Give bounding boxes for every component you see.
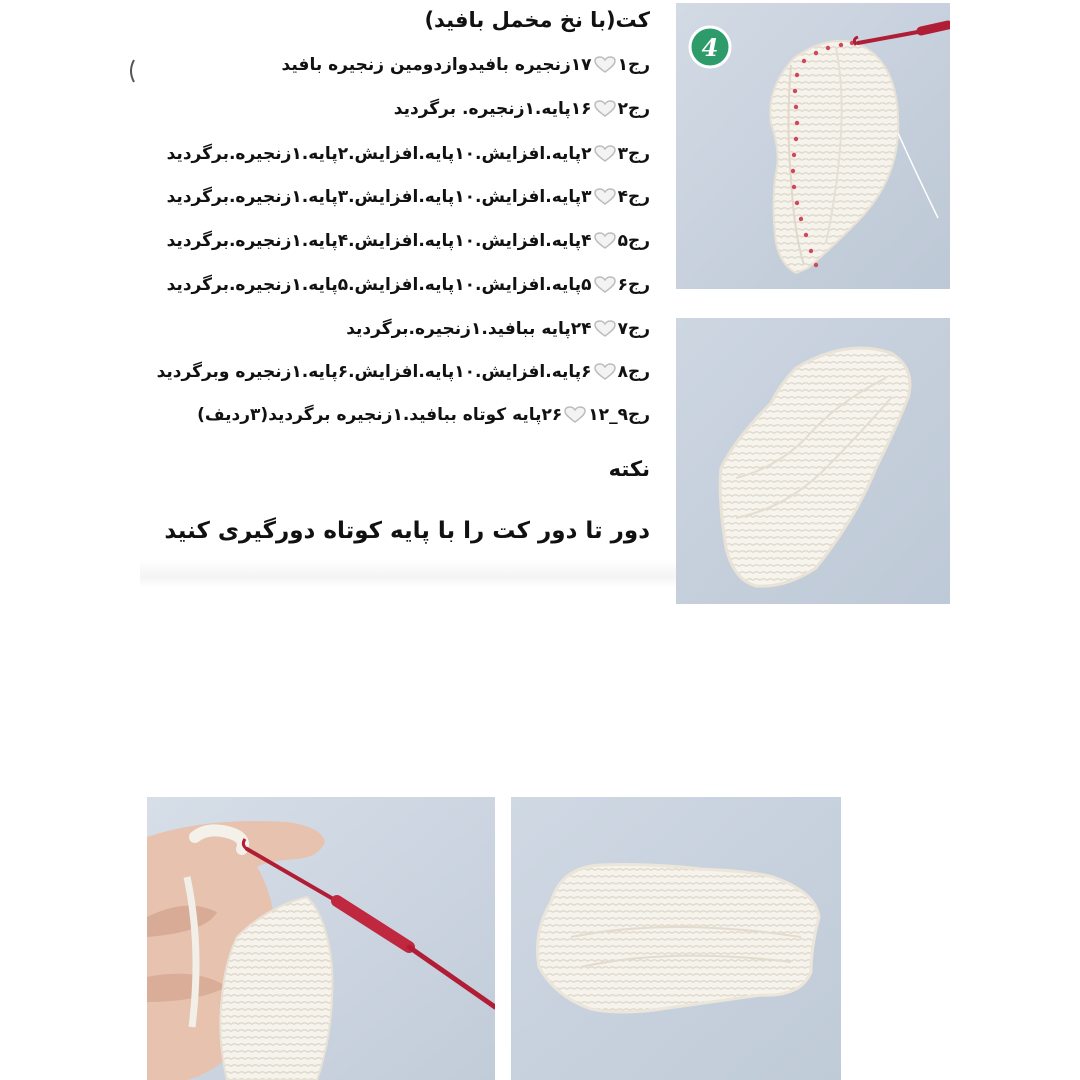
row-8 [157, 360, 650, 384]
row-prefix: رج۵ [617, 231, 650, 251]
row-prefix: رج۱ [617, 55, 650, 75]
row-prefix: رج۳ [617, 144, 650, 164]
heart-icon [594, 276, 616, 294]
row-6 [167, 273, 650, 297]
row-5 [167, 229, 650, 253]
row-text: ۲۴پایه ببافید.۱زنجیره.برگردید [346, 319, 592, 339]
pattern-title: کت(با نخ مخمل بافید) [424, 8, 650, 32]
note-text: دور تا دور کت را با پایه کوتاه دورگیری کنید [164, 518, 650, 544]
row-text: ۱۶پایه.۱زنجیره. برگردید [393, 99, 592, 119]
row-text: ۴پایه.افزایش.۱۰پایه.افزایش.۴پایه.۱زنجیره.برگردید [166, 231, 592, 251]
photo-hand-crochet [147, 797, 495, 1080]
row-prefix: رج۲ [617, 99, 650, 119]
note-title: نکته [608, 457, 650, 481]
heart-icon [594, 232, 616, 250]
row-prefix: رج۴ [617, 187, 650, 207]
row-text: ۲۶پایه کوتاه ببافید.۱زنجیره برگردید(۳ردیف) [197, 405, 563, 425]
row-text: ۶پایه.افزایش.۱۰پایه.افزایش.۶پایه.۱زنجیره وبرگردید [156, 362, 592, 382]
row-prefix: رج۶ [617, 275, 650, 295]
photo-finished-piece [676, 318, 950, 604]
row-1 [282, 53, 650, 77]
row-prefix: رج۸ [617, 362, 650, 382]
instructions-panel [140, 0, 660, 585]
row-text: ۵پایه.افزایش.۱۰پایه.افزایش.۵پایه.۱زنجیره.برگردید [166, 275, 592, 295]
row-4 [167, 185, 650, 209]
step-badge-number: 4 [701, 33, 719, 62]
row-prefix: رج۹_۱۲ [588, 405, 650, 425]
row-text: ۱۷زنجیره بافیدوازدومین زنجیره بافید [281, 55, 592, 75]
photo-step-4 [676, 3, 950, 289]
heart-icon [594, 56, 616, 74]
edge-bracket-icon [126, 58, 136, 84]
heart-icon [594, 145, 616, 163]
heart-icon [594, 320, 616, 338]
faded-strip [140, 560, 680, 588]
photo-folded-piece [511, 797, 841, 1080]
heart-icon [594, 100, 616, 118]
row-9-12 [197, 403, 650, 427]
row-7 [346, 317, 650, 341]
heart-icon [594, 363, 616, 381]
row-2 [394, 97, 650, 121]
row-prefix: رج۷ [617, 319, 650, 339]
heart-icon [564, 406, 586, 424]
row-text: ۲پایه.افزایش.۱۰پایه.افزایش.۲پایه.۱زنجیره.برگردید [166, 144, 592, 164]
row-3 [167, 142, 650, 166]
row-text: ۳پایه.افزایش.۱۰پایه.افزایش.۳پایه.۱زنجیره.برگردید [166, 187, 592, 207]
heart-icon [594, 188, 616, 206]
